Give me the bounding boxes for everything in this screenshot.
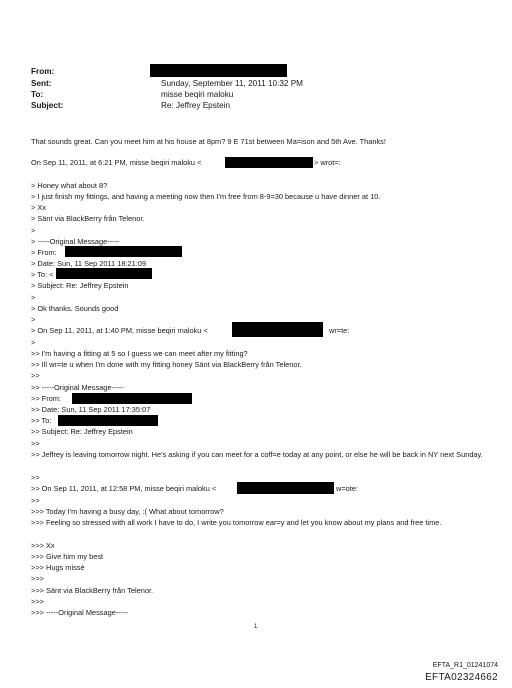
subject-row — [31, 100, 230, 111]
body-line: >>> Feeling so stressed with all work I have to do, I write you tomorrow ear=y and let you know about my plans and free time. — [31, 518, 442, 527]
to-row — [31, 89, 233, 100]
sent-label: Sent: — [31, 79, 52, 88]
body-line: > Sänt via BlackBerry från Telenor. — [31, 214, 145, 223]
body-line: >>> -----Original Message----- — [31, 608, 129, 617]
body-line: >>> Xx — [31, 541, 55, 550]
body-line: > On Sep 11, 2011, at 1:40 PM, misse beqiri maloku < — [31, 326, 208, 335]
subject-label: Subject: — [31, 101, 64, 110]
sent-row — [31, 78, 303, 89]
body-line: >> Ill wr=te u when I'm done with my fitting honey Sänt via BlackBerry från Telenor. — [31, 360, 302, 369]
page-number: 1 — [254, 624, 258, 630]
to-value: misse beqiri maloku — [161, 90, 234, 99]
body-line: > Subject: Re: Jeffrey Epstein — [31, 281, 129, 290]
redaction-box — [225, 157, 313, 168]
body-line: >> — [31, 496, 40, 505]
bates-number-primary: EFTA_R1_01241074 — [432, 662, 498, 669]
from-label: From: — [31, 67, 55, 76]
body-line: > I just finish my fittings, and having a meeting now then I'm free from 8-9=30 because u have dinner at 10. — [31, 192, 381, 201]
body-line: >>> — [31, 574, 44, 583]
from-row — [31, 66, 157, 77]
redaction-box — [232, 322, 323, 337]
body-line: >>> Today I'm having a busy day, :( What about tomorrow? — [31, 507, 224, 516]
bates-number-secondary: EFTA02324662 — [425, 672, 498, 683]
body-line: That sounds great. Can you meet him at his house at 8pm? 9 E 71st between Ma=ison and 5th Ave. Thanks! — [31, 137, 386, 146]
body-line: > To: < — [31, 270, 54, 279]
body-line: > Ok thanks. Sounds good — [31, 304, 119, 313]
sent-value: Sunday, September 11, 2011 10:32 PM — [161, 79, 304, 88]
body-line: >> -----Original Message----- — [31, 383, 124, 392]
body-line: >> Jeffrey is leaving tomorrow night. He's asking if you can meet for a coff=e today at any point, or else he will be back in NY next Sunday. — [31, 450, 483, 459]
body-line: >> — [31, 371, 40, 380]
body-line: > Honey what about 8? — [31, 181, 108, 190]
body-line: On Sep 11, 2011, at 6:21 PM, misse beqiri maloku < — [31, 158, 202, 167]
redaction-box — [237, 482, 334, 494]
subject-value: Re: Jeffrey Epstein — [161, 101, 231, 110]
body-line: > — [31, 226, 36, 235]
body-line: > — [31, 338, 36, 347]
body-line: > — [31, 315, 36, 324]
body-line: w=ote: — [336, 484, 358, 493]
body-line: >>> Give him my best — [31, 552, 104, 561]
body-line: >> — [31, 473, 40, 482]
body-line: >> — [31, 439, 40, 448]
body-line: >>> Sänt via BlackBerry från Telenor. — [31, 586, 154, 595]
body-line: > Date: Sun, 11 Sep 2011 18:21:09 — [31, 259, 146, 268]
body-line: >> From: — [31, 394, 61, 403]
body-line: > From: — [31, 248, 57, 257]
body-line: >> Subject: Re: Jeffrey Epstein — [31, 427, 133, 436]
body-line: >>> Hugs missè — [31, 563, 85, 572]
redaction-box — [56, 268, 152, 279]
redaction-box — [72, 393, 192, 404]
body-line: > Xx — [31, 203, 46, 212]
body-line: > wrot=: — [314, 158, 341, 167]
body-line: > -----Original Message----- — [31, 237, 120, 246]
body-line: >> Date: Sun, 11 Sep 2011 17:35:07 — [31, 405, 151, 414]
redaction-box — [58, 415, 158, 426]
body-line: wr=te: — [329, 326, 350, 335]
body-line: >>> — [31, 597, 44, 606]
body-line: > — [31, 293, 36, 302]
redaction-box — [150, 64, 287, 77]
body-line: >> On Sep 11, 2011, at 12:58 PM, misse beqiri maloku < — [31, 484, 217, 493]
body-line: >> I'm having a fitting at 5 so I guess we can meet after my fitting? — [31, 349, 248, 358]
to-label: To: — [31, 90, 44, 99]
body-line: >> To: — [31, 416, 52, 425]
redaction-box — [65, 246, 182, 257]
